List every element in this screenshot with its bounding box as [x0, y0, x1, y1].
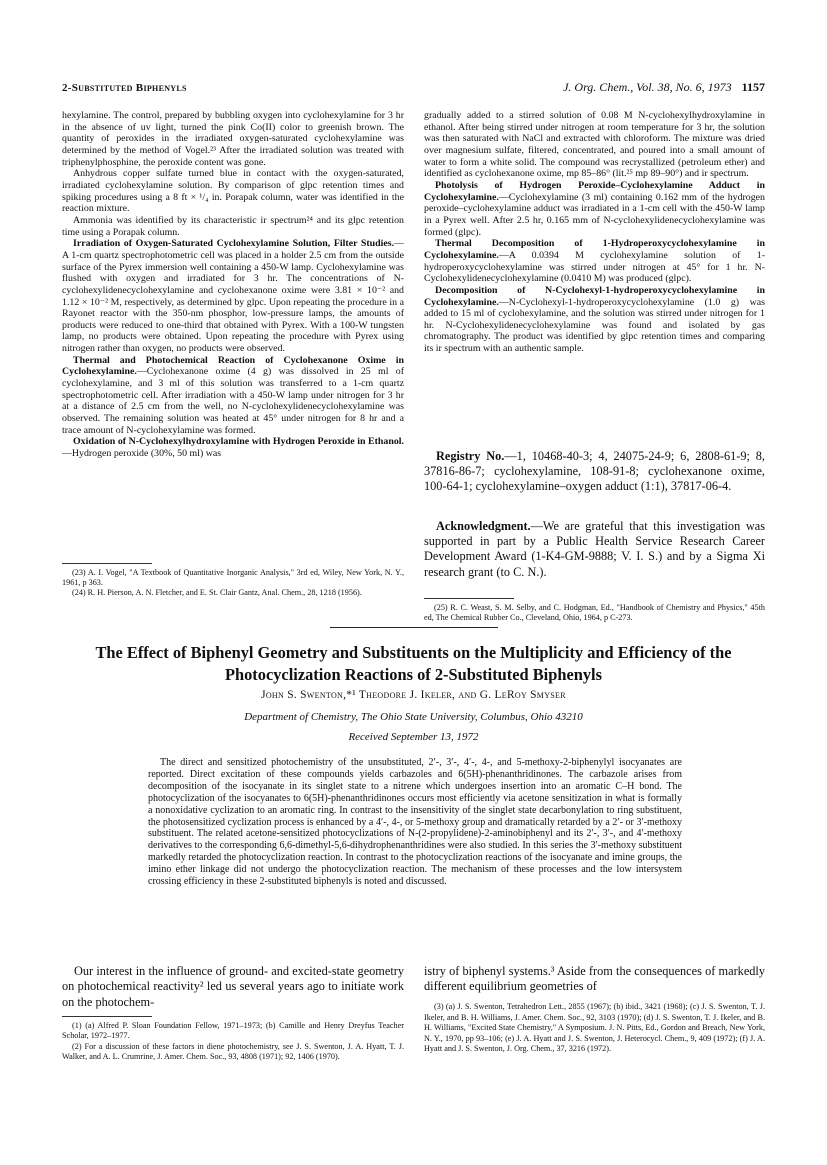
paragraph: Irradiation of Oxygen-Saturated Cyclohexylamine Solution, Filter Studies.—A 1-cm quartz spectrophotometric cell was placed in a holder 2.5 cm from the outside surface of the Pyrex immersion well containing a 450-W lamp. Cyclohexylamine was flushed with oxygen and irradiated for 3 hr. The concentrations of N-cyclohexylidenecyclohexylamine and cyclohexanone oxime were 3.81 × 10⁻² and 1.12 × 10⁻² M, respectively, as determined by glpc. Upon repeating the procedure in a Rayonet reactor with the 350-nm phosphor, low-pressure lamps, the amounts of products were reduced to one-third that obtained with Pyrex. With a 100-W tungsten lamp, no products were obtained. Upon repeating the procedure with Pyrex using nitrogen rather than oxygen, no products were observed. — [62, 238, 404, 355]
paragraph: gradually added to a stirred solution of 0.08 M N-cyclohexylhydroxylamine in ethanol. After being stirred under nitrogen at room temperature for 3 hr, the solution was then saturated with NaCl and extracted with chloroform. The mixture was dried over magnesium sulfate, filtered, concentrated, and poured into a small amount of water to form a white solid. The compound was recrystallized (petroleum ether) and identified as cyclohexanone oxime, mp 85–86° (lit.²⁵ mp 89–90°) and ir spectrum. — [424, 110, 765, 180]
article-footnotes-right — [424, 1002, 765, 1055]
right-footnotes — [424, 603, 765, 623]
registry-label: Registry No. — [436, 449, 505, 463]
acknowledgment-label: Acknowledgment. — [436, 519, 531, 533]
paragraph: Anhydrous copper sulfate turned blue in contact with the oxygen-saturated, irradiated cyclohexylamine solution. By comparison of glpc retention times and spiking procedures using a 8 ft × ¹/₄ in. Porapak column, water was identified in the reaction mixture. — [62, 168, 404, 215]
journal-citation — [563, 80, 765, 95]
footnote: (3) (a) J. S. Swenton, Tetrahedron Lett., 2855 (1967); (b) ibid., 3421 (1968); (c) J. S. Swenton, T. J. Ikeler, and B. H. Williams, J. Amer. Chem. Soc., 92, 3103 (1970); (d) J. S. Swenton, T. J. Ikeler, and B. H. Williams, "Excited State Chemistry," A Symposium. J. N. Pitts, Ed., Gordon and Breach, New York, N. Y., 1970, pp 93–106; (e) J. A. Hyatt and J. S. Swenton, J. Heterocycl. Chem., 9, 409 (1972); (f) J. A. Hyatt and J. S. Swenton, J. Org. Chem., 37, 3216 (1972). — [424, 1002, 765, 1054]
registry-numbers — [424, 449, 765, 495]
page-number: 1157 — [741, 80, 765, 94]
paragraph: Ammonia was identified by its characteristic ir spectrum²⁴ and its glpc retention time using a Porapak column. — [62, 214, 404, 238]
journal-name: J. Org. Chem., Vol. 38, No. 6, 1973 — [563, 80, 732, 94]
left-column — [62, 110, 404, 460]
abstract — [148, 757, 682, 888]
footnote: (1) (a) Alfred P. Sloan Foundation Fellow, 1971–1973; (b) Camille and Henry Dreyfus Teacher Scholar, 1972–1977. — [62, 1021, 404, 1041]
acknowledgment-text: —We are grateful that this investigation was supported in part by a Public Health Service Research Career Development Award (1-K4-GM-9888; V. I. S.) and by a Sigma Xi research grant (to C. N.). — [424, 519, 765, 579]
footnote: (24) R. H. Pierson, A. N. Fletcher, and E. St. Clair Gantz, Anal. Chem., 28, 1218 (1956). — [72, 588, 362, 597]
received-date: Received September 13, 1972 — [348, 731, 479, 743]
abstract-text: The direct and sensitized photochemistry of the unsubstituted, 2′-, 3′-, 4′-, 4-, and 5-methoxy-2-biphenylyl isocyanates are reported. Direct excitation of these compounds yields carbazoles and 6(5H)-phenanthridinones. The carbazole arises from decomposition of the isocyanate in its singlet state to a nitrene which undergoes insertion into an aromatic C–H bond. The photocyclization of the isocyanates to 6(5H)-phenanthridinones occurs most efficiently via acetone sensitization in what is formally a nonoxidative cyclization to an aromatic ring. In contrast to the insensitivity of the singlet state decarbonylation to ring substituent, the photosensitized cyclization process is enhanced by a 4′-, 4-, or 5-methoxy group and dramatically retarded by a 2′- or 3′-methoxy substituent. The related acetone-sensitized photocyclizations of N-(2-propylidene)-2-aminobiphenyl and its 2′-, 3′-, and 4′-methoxy derivatives to the corresponding 6,6-dimethyl-5,6-dihydrophenanthridines were also studied. In this series the 3′-methoxy substituent markedly retarded the photocyclization reaction. In contrast to the photocyclization reactions of the isocyanate and imine groups, the imino ether linkage did not undergo the photocyclization reaction. The mechanism of these processes and the low intersystem crossing efficiency in these 2-substituted biphenyls is noted and discussed. — [148, 757, 682, 888]
paragraph: hexylamine. The control, prepared by bubbling oxygen into cyclohexylamine for 3 hr in the absence of uv light, turned the pink Co(II) color to greenish brown. The quantity of peroxides in the irradiated oxygen-saturated cyclohexylamine was determined by the method of Vogel.²³ After the irradiated solution was treated with triphenylphosphine, the peroxide content was gone. — [62, 110, 404, 168]
article-authors: John S. Swenton,*¹ Theodore J. Ikeler, and G. LeRoy Smyser — [261, 689, 566, 701]
intro-left — [62, 964, 404, 1010]
running-title: 2-Substituted Biphenyls — [62, 82, 187, 94]
footnote-rule — [62, 1016, 152, 1017]
left-footnotes — [62, 568, 404, 598]
intro-paragraph: istry of biphenyl systems.³ Aside from the consequences of markedly different equilibrium geometries of — [424, 964, 765, 994]
acknowledgment — [424, 519, 765, 580]
intro-paragraph: Our interest in the influence of ground- and excited-state geometry on photochemical reactivity² led us several years ago to initiate work on the photochem- — [62, 964, 404, 1009]
paragraph: Photolysis of Hydrogen Peroxide–Cyclohexylamine Adduct in Cyclohexylamine.—Cyclohexylamine (3 ml) containing 0.162 mm of the hydrogen peroxide–cyclohexylamine adduct was irradiated in a 1-cm cell with the 450-W lamp in a Pyrex well. After 2.5 hr, 0.165 mm of N-cyclohexylidenecyclohexylamine was formed (glpc). — [424, 179, 765, 238]
footnote: (2) For a discussion of these factors in diene photochemistry, see J. S. Swenton, J. A. Hyatt, T. J. Walker, and A. L. Crumrine, J. Amer. Chem. Soc., 93, 4808 (1971); 92, 1406 (1970). — [62, 1041, 404, 1061]
intro-right — [424, 964, 765, 995]
footnote-rule — [424, 598, 514, 599]
paragraph: Oxidation of N-Cyclohexylhydroxylamine with Hydrogen Peroxide in Ethanol.—Hydrogen peroxide (30%, 50 ml) was — [62, 436, 404, 460]
right-column — [424, 110, 765, 355]
article-title: The Effect of Biphenyl Geometry and Substituents on the Multiplicity and Efficiency of the Photocyclization Reactions of 2-Substituted Biphenyls — [95, 643, 732, 684]
paragraph: Decomposition of N-Cyclohexyl-1-hydroperoxycyclohexylamine in Cyclohexylamine.—N-Cyclohexyl-1-hydroperoxycyclohexylamine (1.0 g) was added to 15 ml of cyclohexylamine, and the solution was stirred under nitrogen for 1 hr. N-Cyclohexylidenecyclohexylamine was found and isolated by gas chromatography. The product was identified by glpc retention times and comparing its ir spectrum with an authentic sample. — [424, 284, 765, 355]
footnote: (23) A. I. Vogel, "A Textbook of Quantitative Inorganic Analysis," 3rd ed, Wiley, New York, N. Y., 1961, p 363. — [62, 568, 404, 587]
footnote: (25) R. C. Weast, S. M. Selby, and C. Hodgman, Ed., "Handbook of Chemistry and Physics," 45th ed, The Chemical Rubber Co., Cleveland, Ohio, 1964, p C-273. — [424, 603, 765, 622]
article-footnotes-left — [62, 1021, 404, 1062]
footnote-rule — [62, 563, 152, 564]
registry-text: —1, 10468-40-3; 4, 24075-24-9; 6, 2808-61-9; 8, 37816-86-7; cyclohexylamine, 108-91-8; cyclohexanone oxime, 100-64-1; cyclohexylamine–oxygen adduct (1:1), 37817-06-4. — [424, 449, 765, 494]
paragraph: Thermal and Photochemical Reaction of Cyclohexanone Oxime in Cyclohexylamine.—Cyclohexanone oxime (4 g) was dissolved in 25 ml of cyclohexylamine, and 3 ml of this solution was transferred to a 1-cm quartz spectrophotometric cell. After irradiation with a 450-W lamp under nitrogen for 3 hr at a distance of 2.5 cm from the well, no N-cyclohexylidenecyclohexylamine was observed. The remaining solution was heated at 45° under nitrogen for 8 hr and a trace amount of N-cyclohexylamine was formed. — [62, 354, 404, 436]
paragraph: Thermal Decomposition of 1-Hydroperoxycyclohexylamine in Cyclohexylamine.—A 0.0394 M cyclohexylamine solution of 1-hydroperoxycyclohexylamine was stirred under nitrogen at 45° for 1 hr. N-Cyclohexylidenecyclohexylamine (0.0410 M) was produced (glpc). — [424, 238, 765, 285]
article-separator — [330, 627, 498, 628]
article-affiliation: Department of Chemistry, The Ohio State University, Columbus, Ohio 43210 — [244, 711, 583, 723]
